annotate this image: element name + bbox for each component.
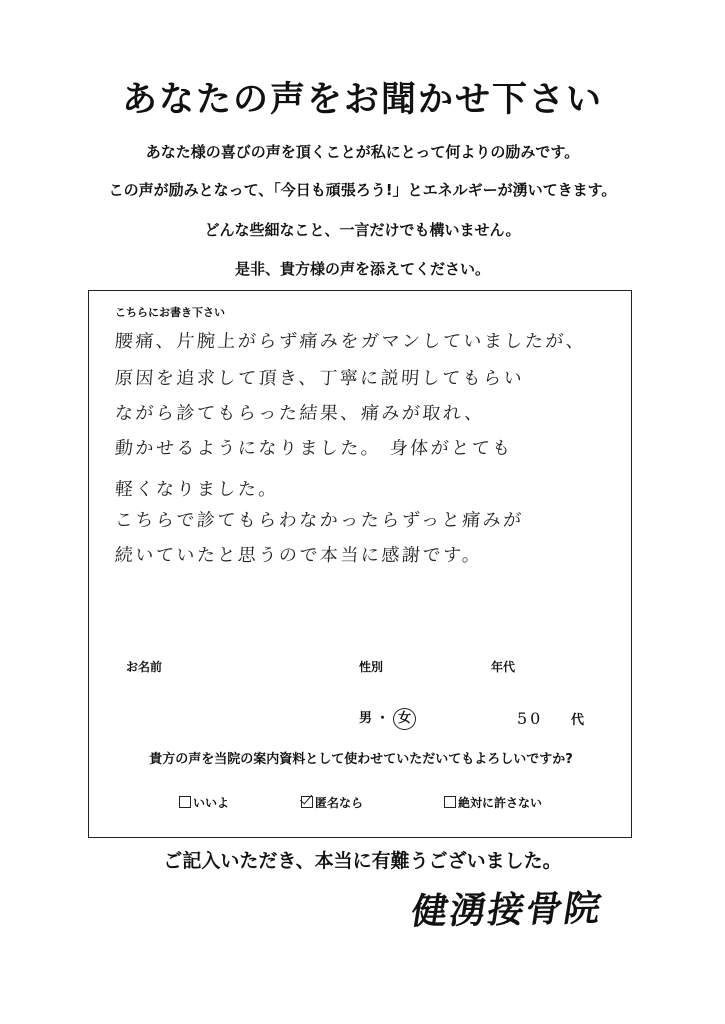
age-unit: 代 — [571, 713, 585, 728]
age-value: 50 — [517, 709, 544, 728]
checkbox-empty-icon — [179, 796, 191, 808]
gender-selection — [359, 707, 416, 730]
thanks-message: ご記入いただき、本当に有難うございました。 — [163, 850, 562, 872]
checkbox-checked-icon — [301, 796, 313, 808]
checkbox-empty-icon — [444, 796, 456, 808]
handwritten-line-6: こちらで診てもらわなかったらずっと痛みが — [114, 510, 525, 531]
gender-option-female-circled: 女 — [393, 708, 416, 730]
intro-line-1: あなた様の喜びの声を頂くことが私にとって何よりの励みです。 — [145, 143, 580, 161]
intro-line-4: 是非、貴方様の声を添えてください。 — [234, 260, 490, 278]
gender-label: 性別 — [359, 660, 384, 674]
option-ok — [179, 794, 229, 811]
option-never-label: 絶対に許さない — [458, 796, 543, 810]
option-anonymous-label: 匿名なら — [315, 796, 364, 810]
intro-line-2: この声が励みとなって、「今日も頑張ろう!」とエネルギーが湧いてきます。 — [108, 181, 617, 199]
option-anonymous — [301, 794, 363, 811]
name-label: お名前 — [126, 660, 163, 674]
page-title: あなたの声をお聞かせ下さい — [121, 80, 603, 120]
comment-box-label: こちらにお書き下さい — [115, 306, 225, 319]
intro-line-3: どんな些細なこと、一言だけでも構いません。 — [204, 221, 521, 239]
handwritten-line-1: 腰痛、片腕上がらず痛みをガマンしていましたが、 — [114, 331, 588, 352]
permission-question: 貴方の声を当院の案内資料として使わせていただいてもよろしいですか? — [149, 752, 573, 767]
handwritten-line-7: 続いていたと思うので本当に感謝です。 — [114, 545, 484, 566]
gender-option-male: 男 — [359, 711, 373, 726]
option-ok-label: いいよ — [193, 796, 230, 810]
clinic-name-logo: 健湧接骨院 — [408, 887, 606, 933]
handwritten-line-5: 軽くなりました。 — [114, 479, 280, 500]
age-label: 年代 — [491, 660, 516, 674]
handwritten-line-2: 原因を追求して頂き、丁寧に説明してもらい — [114, 368, 525, 389]
gender-separator: ・ — [376, 711, 390, 726]
handwritten-line-3: ながら診てもらった結果、痛みが取れ、 — [114, 403, 486, 424]
comment-form-box — [88, 290, 632, 838]
option-never — [444, 794, 542, 811]
handwritten-line-4: 動かせるようになりました。 身体がとても — [114, 438, 514, 459]
